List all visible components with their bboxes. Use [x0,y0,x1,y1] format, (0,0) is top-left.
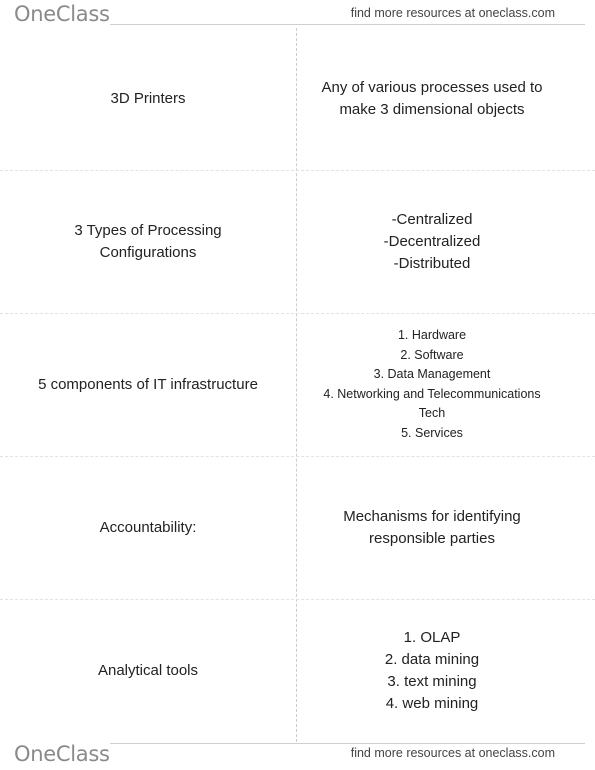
term-line: 3 Types of Processing [74,221,222,239]
definition-line: -Decentralized [383,232,481,250]
flashcard-accountability [0,456,595,599]
definition-line: Mechanisms for identifying [343,507,521,525]
definition-line: -Distributed [393,254,471,272]
definition-line: 1. Hardware [397,328,467,342]
definition-line: 1. OLAP [403,628,461,646]
definition-line: 5. Services [401,425,463,440]
definition-line: 3. text mining [387,672,477,690]
definition-line: 4. web mining [385,694,479,712]
card-term [0,170,296,313]
page-header [0,0,595,30]
definition-line: Tech [418,406,446,420]
flashcard-3d-printers [0,27,595,170]
definition-line: make 3 dimensional objects [339,100,525,118]
card-term [0,27,296,170]
header-tagline[interactable]: find more resources at oneclass.com [350,6,555,20]
footer-rule [110,743,585,744]
definition-line: -Centralized [391,210,473,228]
definition-line: 4. Networking and Telecommunications [323,386,541,401]
card-definition [297,456,567,599]
flashcard-analytical-tools [0,599,595,742]
definition-line: responsible parties [369,529,495,547]
card-definition [297,170,567,313]
definition-line: 2. Software [400,347,464,362]
oneclass-logo[interactable]: OneClass [14,742,110,766]
card-definition [297,313,567,456]
term-line: Accountability: [99,518,197,536]
term-line: Configurations [99,243,197,261]
card-definition [297,27,567,170]
oneclass-logo[interactable]: OneClass [14,2,110,26]
term-line: 5 components of IT infrastructure [38,375,258,393]
page-footer [0,740,595,770]
term-line: 3D Printers [110,89,186,107]
header-rule [110,24,585,25]
card-term [0,313,296,456]
flashcard-it-infrastructure [0,313,595,456]
definition-line: 3. Data Management [373,367,491,381]
definition-line: Any of various processes used to [321,78,543,96]
definition-line: 2. data mining [384,650,480,668]
footer-tagline[interactable]: find more resources at oneclass.com [350,746,555,760]
card-term [0,456,296,599]
card-definition [297,599,567,742]
flashcard-processing-configurations [0,170,595,313]
term-line: Analytical tools [97,661,199,679]
card-term [0,599,296,742]
